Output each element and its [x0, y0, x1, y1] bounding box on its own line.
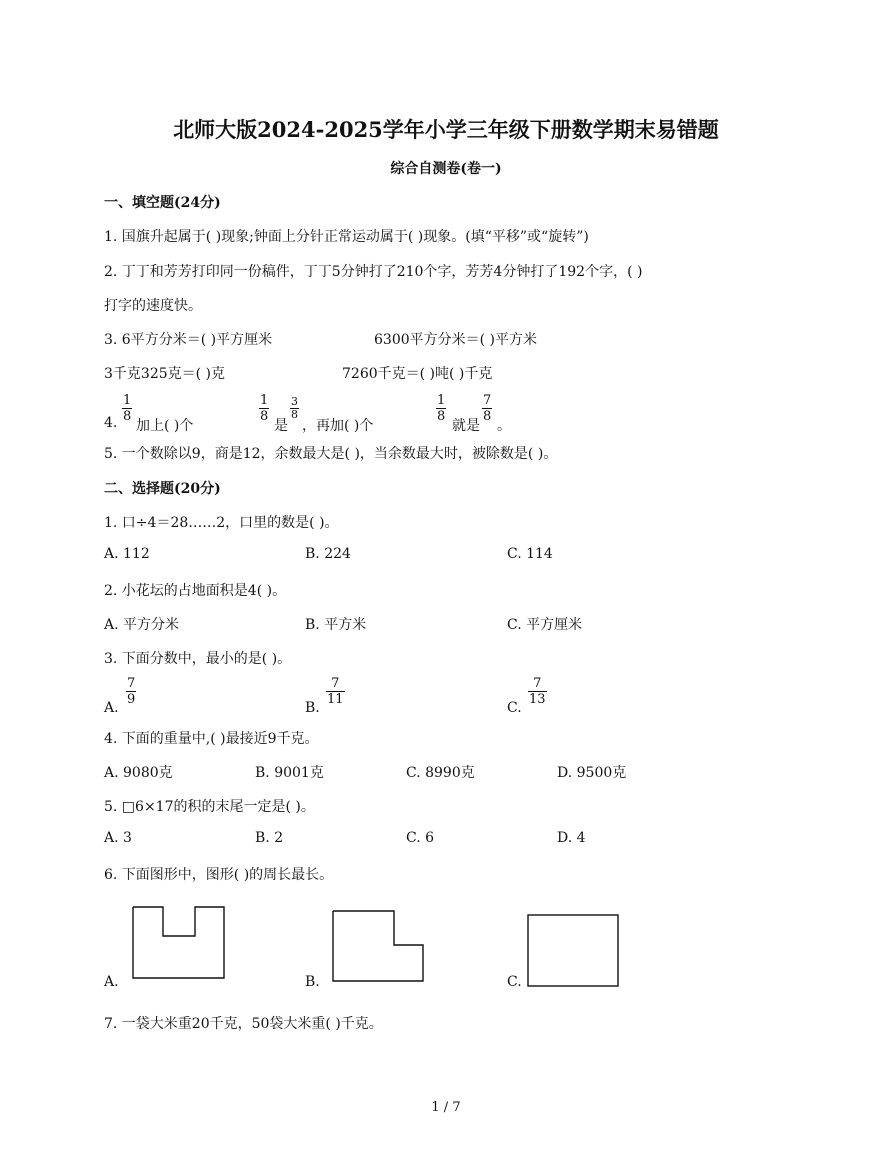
- choice-1-option-b: B. 224: [305, 546, 351, 562]
- fraction-seven-ninths: 7 9: [127, 676, 136, 707]
- fraction-seven-thirteenths: 7 13: [529, 676, 546, 707]
- fill-question-2-line2: 打字的速度快。: [104, 298, 202, 314]
- choice-question-2: 2. 小花坛的占地面积是4( )。: [104, 583, 287, 599]
- choice-1-option-c: C. 114: [507, 546, 553, 562]
- fill-question-2-line1: 2. 丁丁和芳芳打印同一份稿件，丁丁5分钟打了210个字，芳芳4分钟打了192个字，( ): [104, 264, 643, 280]
- choice-2-option-a: A. 平方分米: [104, 617, 180, 633]
- choice-2-option-b: B. 平方米: [305, 617, 367, 633]
- fill-question-3a: 3. 6平方分米＝( )平方厘米: [104, 332, 273, 348]
- fill-question-4-text3: ，再加( )个: [302, 418, 374, 434]
- choice-3-option-b-label: B.: [305, 700, 320, 716]
- choice-1-option-a: A. 112: [104, 546, 150, 562]
- choice-2-option-c: C. 平方厘米: [507, 617, 583, 633]
- choice-5-option-a: A. 3: [104, 830, 132, 846]
- shape-c-rectangle: [527, 914, 621, 988]
- page-number: 1 / 7: [431, 1100, 461, 1115]
- fill-question-1: 1. 国旗升起属于( )现象;钟面上分针正常运动属于( )现象。(填“平移”或“旋转”): [104, 229, 589, 245]
- choice-4-option-c: C. 8990克: [406, 765, 475, 781]
- fraction-one-eighth: 1 8: [123, 393, 132, 424]
- fill-question-4-text2: 是: [274, 418, 288, 434]
- choice-3-option-a-label: A.: [104, 700, 119, 716]
- shape-c-label: C.: [507, 974, 522, 990]
- choice-question-1: 1. 口÷4＝28……2，口里的数是( )。: [104, 515, 339, 531]
- fill-question-4-text5: 。: [497, 418, 511, 434]
- choice-question-7: 7. 一袋大米重20千克，50袋大米重( )千克。: [104, 1016, 383, 1032]
- choice-question-5: 5. □6×17的积的末尾一定是( )。: [104, 799, 315, 815]
- choice-4-option-b: B. 9001克: [255, 765, 324, 781]
- fill-question-4-text4: 就是: [452, 418, 480, 434]
- choice-question-6: 6. 下面图形中，图形( )的周长最长。: [104, 867, 334, 883]
- fraction-seven-elevenths: 7 11: [327, 676, 344, 707]
- choice-question-3: 3. 下面分数中，最小的是( )。: [104, 651, 292, 667]
- fraction-one-eighth: 1 8: [437, 393, 446, 424]
- fill-question-5: 5. 一个数除以9，商是12，余数最大是( )，当余数最大时，被除数是( )。: [104, 446, 558, 462]
- fill-question-3c: 3千克325克＝( )克: [104, 366, 226, 382]
- fraction-seven-eighths: 7 8: [483, 393, 492, 424]
- choice-4-option-d: D. 9500克: [557, 765, 627, 781]
- shape-a-u-figure: [132, 906, 226, 980]
- fraction-three-eighths: 3 8: [291, 395, 298, 421]
- choice-5-option-b: B. 2: [255, 830, 284, 846]
- fill-question-3b: 6300平方分米＝( )平方米: [374, 332, 538, 348]
- fill-question-4-text1: 加上( )个: [136, 418, 194, 434]
- choice-5-option-c: C. 6: [406, 830, 435, 846]
- document-title: 北师大版2024-2025学年小学三年级下册数学期末易错题: [173, 117, 719, 142]
- section-fill-in-heading: 一、填空题(24分): [104, 195, 221, 211]
- document-subtitle: 综合自测卷(卷一): [390, 161, 502, 177]
- choice-3-option-c-label: C.: [507, 700, 522, 716]
- choice-question-4: 4. 下面的重量中,( )最接近9千克。: [104, 731, 319, 747]
- choice-5-option-d: D. 4: [557, 830, 586, 846]
- shape-b-label: B.: [305, 974, 320, 990]
- fill-question-3d: 7260千克＝( )吨( )千克: [342, 366, 493, 382]
- choice-4-option-a: A. 9080克: [104, 765, 173, 781]
- shape-a-label: A.: [104, 974, 119, 990]
- section-choice-heading: 二、选择题(20分): [104, 481, 221, 497]
- fraction-one-eighth: 1 8: [260, 393, 269, 424]
- fill-question-4-number: 4.: [104, 415, 118, 431]
- shape-b-l-figure: [332, 910, 426, 984]
